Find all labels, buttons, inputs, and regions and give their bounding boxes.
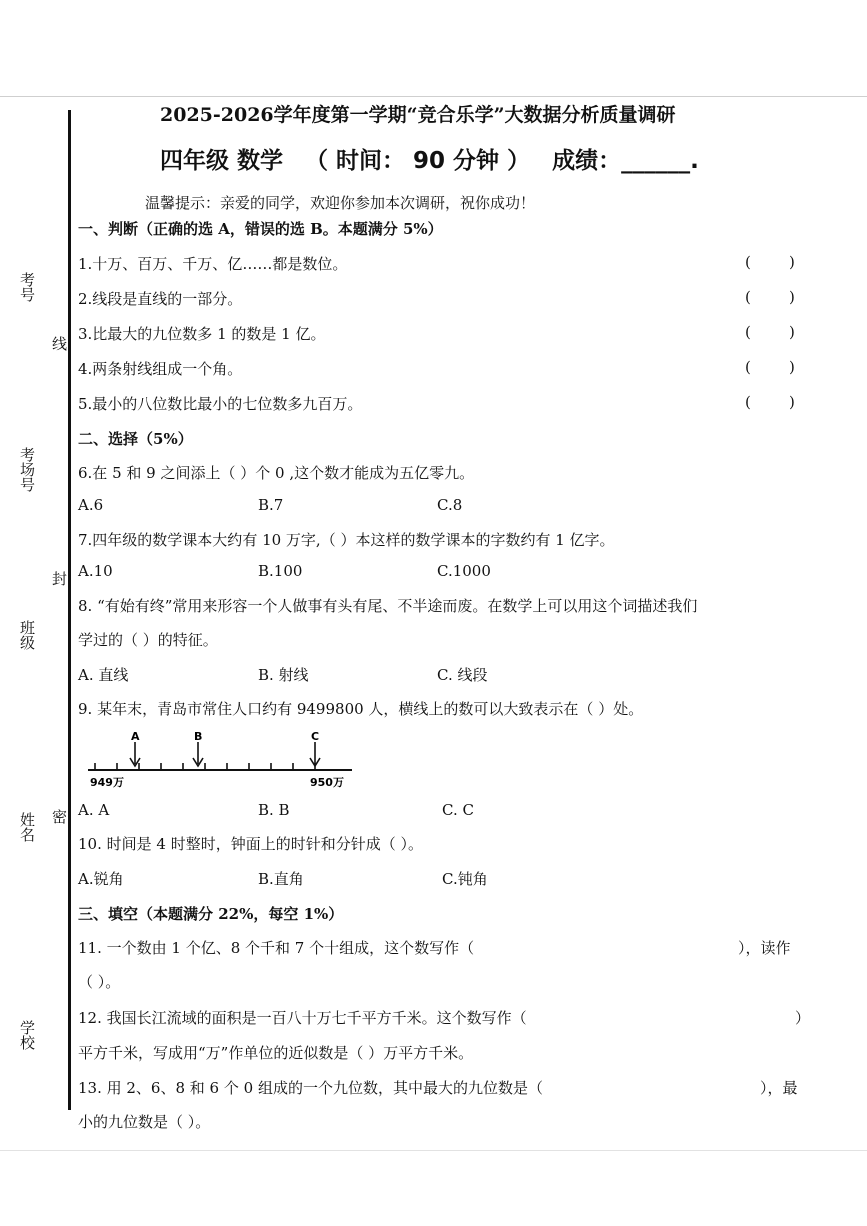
- fill-q11-line2: （ ）。: [78, 973, 121, 991]
- q8-option-a: A. 直线: [78, 666, 129, 684]
- choice-q8-line2: 学过的（ ）的特征。: [78, 631, 218, 649]
- choice-q7: 7.四年级的数学课本大约有 10 万字,（ ）本这样的数学课本的字数约有 1 亿字。: [78, 531, 615, 549]
- section-1-heading: 一、判断（正确的选 A，错误的选 B。本题满分 5%）: [78, 220, 443, 238]
- arrow-marker-b: [193, 730, 203, 766]
- tick-label-950wan: 950万: [310, 776, 344, 789]
- exam-title: 2025-2026学年度第一学期“竞合乐学”大数据分析质量调研: [160, 104, 676, 126]
- fill-q13-line1-end: ），最: [760, 1079, 798, 1097]
- q10-option-a: A.锐角: [78, 870, 124, 888]
- fill-q11-line1-end: ），读作: [738, 939, 791, 957]
- answer-blank-q3[interactable]: ( ): [745, 323, 795, 341]
- side-label-xingming: 姓名: [18, 812, 36, 842]
- score-field: 成绩：______.: [552, 148, 699, 174]
- answer-blank-q4[interactable]: ( ): [745, 358, 795, 376]
- q6-option-c: C.8: [437, 496, 463, 514]
- grade-subject: 四年级 数学: [160, 148, 284, 174]
- arrow-marker-a: [130, 730, 140, 766]
- binding-line: [68, 110, 71, 1110]
- page-top-divider: [0, 96, 867, 97]
- fill-q12-line2: 平方千米，写成用“万”作单位的近似数是（ ）万平方千米。: [78, 1044, 474, 1062]
- exam-subtitle: [160, 142, 713, 175]
- judge-q3: 3.比最大的九位数多 1 的数是 1 亿。: [78, 325, 326, 343]
- choice-q10: 10. 时间是 4 时整时，钟面上的时针和分针成（ ）。: [78, 835, 423, 853]
- q10-option-b: B.直角: [258, 870, 304, 888]
- marker-label-a: A: [131, 730, 140, 743]
- judge-q2: 2.线段是直线的一部分。: [78, 290, 243, 308]
- exam-time: （ 时间： 90 分钟 ）: [305, 148, 531, 174]
- q9-option-c: C. C: [442, 801, 474, 819]
- side-label-kaohao: 考号: [18, 272, 36, 302]
- side-label-mi: 密: [52, 808, 68, 826]
- fill-q11-line1: 11. 一个数由 1 个亿、8 个千和 7 个十组成，这个数写作（: [78, 939, 475, 957]
- side-label-xuexiao: 学校: [18, 1020, 36, 1050]
- fill-q12-line1: 12. 我国长江流域的面积是一百八十万七千平方千米。这个数写作（: [78, 1009, 527, 1027]
- tick-label-949wan: 949万: [90, 776, 124, 789]
- fill-q13-line2: 小的九位数是（ ）。: [78, 1113, 211, 1131]
- side-label-kaochanghao: 考场号: [18, 447, 36, 492]
- judge-q5: 5.最小的八位数比最小的七位数多九百万。: [78, 395, 363, 413]
- answer-blank-q1[interactable]: ( ): [745, 253, 795, 271]
- number-line-diagram: [80, 730, 370, 792]
- q9-option-a: A. A: [78, 801, 110, 819]
- arrow-marker-c: [310, 730, 320, 766]
- answer-blank-q5[interactable]: ( ): [745, 393, 795, 411]
- side-label-feng: 封: [52, 570, 68, 588]
- q9-option-b: B. B: [258, 801, 290, 819]
- q7-option-b: B.100: [258, 562, 303, 580]
- q6-option-b: B.7: [258, 496, 284, 514]
- q10-option-c: C.钝角: [442, 870, 488, 888]
- answer-blank-q2[interactable]: ( ): [745, 288, 795, 306]
- q8-option-c: C. 线段: [437, 666, 488, 684]
- marker-label-b: B: [194, 730, 203, 743]
- choice-q6: 6.在 5 和 9 之间添上（ ）个 0 ,这个数才能成为五亿零九。: [78, 464, 475, 482]
- q6-option-a: A.6: [78, 496, 104, 514]
- warm-tip: 温馨提示：亲爱的同学，欢迎你参加本次调研，祝你成功！: [145, 194, 536, 212]
- fill-q12-line1-end: ）: [795, 1009, 811, 1027]
- side-label-xian: 线: [52, 335, 68, 353]
- fill-q13-line1: 13. 用 2、6、8 和 6 个 0 组成的一个九位数，其中最大的九位数是（: [78, 1079, 543, 1097]
- q7-option-a: A.10: [78, 562, 113, 580]
- section-2-heading: 二、选择（5%）: [78, 430, 193, 448]
- q7-option-c: C.1000: [437, 562, 491, 580]
- side-label-banji: 班级: [18, 620, 36, 650]
- number-line-ticks: [95, 763, 315, 770]
- choice-q9: 9. 某年末，青岛市常住人口约有 9499800 人，横线上的数可以大致表示在（ ）处。: [78, 700, 644, 718]
- q8-option-b: B. 射线: [258, 666, 309, 684]
- judge-q1: 1.十万、百万、千万、亿……都是数位。: [78, 255, 348, 273]
- judge-q4: 4.两条射线组成一个角。: [78, 360, 243, 378]
- section-3-heading: 三、填空（本题满分 22%，每空 1%）: [78, 905, 344, 923]
- marker-label-c: C: [311, 730, 320, 743]
- choice-q8-line1: 8. “有始有终”常用来形容一个人做事有头有尾、不半途而废。在数学上可以用这个词描述我们: [78, 597, 698, 615]
- page-bottom-divider: [0, 1150, 867, 1151]
